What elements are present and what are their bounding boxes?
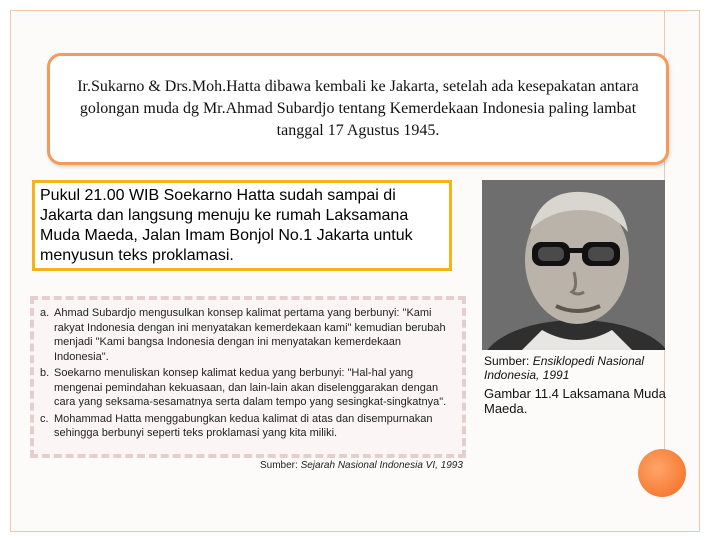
photo-source (484, 354, 668, 382)
photo-caption-title: Gambar 11.4 Laksamana Muda Maeda. (484, 386, 666, 416)
photo-source-title: Ensiklopedi Nasional Indonesia, 1991 (484, 354, 645, 382)
list-item-marker: a. (40, 307, 50, 319)
photo-source-label: Sumber: (484, 354, 530, 368)
list-item (40, 306, 454, 364)
document-source-label: Sumber: (260, 460, 298, 471)
list-item (40, 412, 454, 441)
document-excerpt (30, 296, 466, 458)
photo-caption (484, 354, 668, 416)
list-item-marker: b. (40, 367, 50, 379)
portrait-photo-icon (482, 180, 665, 350)
list-item-marker: c. (40, 412, 49, 425)
portrait-photo (482, 180, 665, 350)
highlight-text: Pukul 21.00 WIB Soekarno Hatta sudah sampai di Jakarta dan langsung menuju ke rumah Laksamana Muda Maeda, Jalan Imam Bonjol No.1 Jakarta untuk menyusun teks proklamasi. (40, 187, 413, 264)
list-item (40, 366, 454, 410)
list-item-text: Soekarno menuliskan konsep kalimat kedua yang berbunyi: "Hal-hal yang mengenai pemindahan kekuasaan, dan lain-lain akan diselenggarakan dengan cara yang seksama-sesamatnya serta dalam tempo yang sesingkat-singkatnya". (54, 367, 447, 408)
intro-text: Ir.Sukarno & Drs.Moh.Hatta dibawa kembali ke Jakarta, setelah ada kesepakatan antara golongan muda dg Mr.Ahmad Subardjo tentang Kemerdekaan Indonesia paling lambat tanggal 17 Agustus 1945. (77, 78, 639, 139)
document-list (40, 306, 454, 441)
intro-callout (47, 53, 669, 165)
list-item-text: Mohammad Hatta menggabungkan kedua kalimat di atas dan disempurnakan sehingga berbunyi seperti teks proklamasi yang kita miliki. (54, 412, 433, 439)
document-source-title: Sejarah Nasional Indonesia VI, 1993 (300, 460, 463, 471)
list-item-text: Ahmad Subardjo mengusulkan konsep kalimat pertama yang berbunyi: "Kami rakyat Indonesia dengan ini menyatakan kemerdekaan kami" kemudian berubah menjadi "Kami bangsa Indonesia dengan ini menyatakan kemerdekaan Indonesia". (54, 307, 446, 363)
decorative-circle-icon (638, 449, 686, 497)
document-source (260, 460, 463, 471)
highlight-box (32, 180, 452, 271)
